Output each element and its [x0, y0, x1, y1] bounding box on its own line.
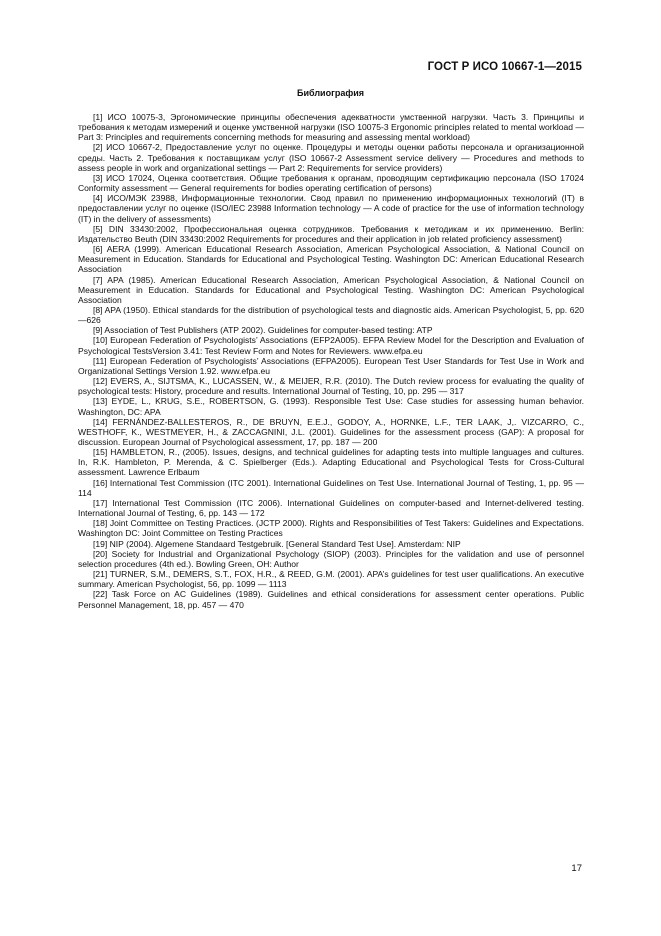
bibliography-item: [6] AERA (1999). American Educational Research Association, American Psychological Association, & National Council on Measurement in Education. Standards for Educational and Psychological Testing. Washington DC: American Educational Research Association	[78, 244, 584, 275]
bibliography-item: [7] APA (1985). American Educational Research Association, American Psychological Association, & National Council on Measurement in Education. Standards for Educational and Psychological Testing. Washington DC: American Psychological Association	[78, 274, 584, 305]
bibliography-item: [4] ИСО/МЭК 23988, Информационные технологии. Свод правил по применению информационных технологий (IT) в предоставлении услуг по оценке (ISO/IEC 23988 Information technology — A code of practice for the use of information technology (IT) in the delivery of assessments)	[78, 193, 584, 224]
page-number: 17	[571, 863, 582, 874]
bibliography-item: [3] ИСО 17024, Оценка соответствия. Общие требования к органам, проводящим сертификацию персонала (ISO 17024 Conformity assessment — General requirements for bodies operating certification of persons)	[78, 172, 584, 194]
bibliography-item: [15] HAMBLETON, R., (2005). Issues, designs, and technical guidelines for adapting tests into multiple languages and cultures. In, R.K. Hambleton, P. Merenda, & C. Spielberger (Eds.). Adapting Educational and Psychological Tests for Cross-Cultural assessment. Lawrence Erlbaum	[78, 447, 584, 478]
bibliography-item: [11] European Federation of Psychologists’ Associations (EFPA2005). European Test User Standards for Test Use in Work and Organizational Settings Version 1.92. www.efpa.eu	[78, 355, 584, 376]
bibliography-item: [14] FERNÁNDEZ-BALLESTEROS, R., DE BRUYN, E.E.J., GODOY, A., HORNKE, L.F., TER LAAK, J,. VIZCARRO, C., WESTHOFF, K., WESTMEYER, H., & ZACCAGNINI, J.L. (2001). Guidelines for the assessment process (GAP): A proposal for discussion. European Journal of Psychological assessment, 17, pp. 187 — 200	[78, 416, 584, 447]
bibliography-list	[78, 112, 584, 610]
bibliography-item: [12] EVERS, A., SIJTSMA, K., LUCASSEN, W., & MEIJER, R.R. (2010). The Dutch review process for evaluating the quality of psychological tests: History, procedure and results. International Journal of Testing, 10, pp. 295 — 317	[78, 376, 584, 397]
bibliography-item: [20] Society for Industrial and Organizational Psychology (SIOP) (2003). Principles for the validation and use of personnel selection procedures (4th ed.). Bowling Green, OH: Author	[78, 548, 584, 569]
document-code: ГОСТ Р ИСО 10667-1—2015	[427, 61, 582, 73]
bibliography-item: [9] Association of Test Publishers (ATP 2002). Guidelines for computer-based testing: ATP	[93, 325, 433, 336]
bibliography-item: [1] ИСО 10075-3, Эргономические принципы обеспечения адекватности умственной нагрузки. Часть 3. Принципы и требования к методам измерений и оценке умственной нагрузки (ISO 10075-3 Ergonomic principles related to mental workload — Part 3: Principles and requirements concerning methods for measuring and assessing mental workload)	[78, 112, 584, 143]
bibliography-item: [22] Task Force on AC Guidelines (1989). Guidelines and ethical considerations for assessment center operations. Public Personnel Management, 18, pp. 457 — 470	[78, 589, 584, 610]
bibliography-item: [17] International Test Commission (ITC 2006). International Guidelines on computer-based and Internet-delivered testing. International Journal of Testing, 6, pp. 143 — 172	[78, 497, 584, 519]
bibliography-item: [8] APA (1950). Ethical standards for the distribution of psychological tests and diagnostic aids. American Psychologist, 5, pp. 620—626	[78, 304, 584, 326]
page-title: Библиография	[297, 88, 364, 98]
bibliography-item: [21] TURNER, S.M., DEMERS, S.T., FOX, H.R., & REED, G.M. (2001). APA’s guidelines for test user qualifications. An executive summary. American Psychologist, 56, pp. 1099 — 1113	[78, 569, 584, 590]
bibliography-item: [10] European Federation of Psychologists’ Associations (EFP2A005). EFPA Review Model for the Description and Evaluation of Psychological TestsVersion 3.41: Test Review Form and Notes for Reviewers. www.efpa.eu	[78, 335, 584, 356]
bibliography-item: [19] NIP (2004). Algemene Standaard Testgebruik. [General Standard Test Use]. Amsterdam: NIP	[93, 538, 461, 549]
bibliography-item: [16] International Test Commission (ITC 2001). International Guidelines on Test Use. International Journal of Testing, 1, pp. 95 — 114	[78, 477, 584, 498]
bibliography-item: [2] ИСО 10667-2, Предоставление услуг по оценке. Процедуры и методы оценки работы персонала и организационной среды. Часть 2. Требования к поставщикам услуг (ISO 10667-2 Assessment service delivery — Procedures and methods to assess people in work and organizational settings — Part 2: Requirements for service providers)	[78, 142, 584, 173]
bibliography-item: [18] Joint Committee on Testing Practices. (JCTP 2000). Rights and Responsibilities of Test Takers: Guidelines and Expectations. Washington DC: Joint Committee on Testing Practices	[78, 518, 584, 539]
bibliography-item: [5] DIN 33430:2002, Профессиональная оценка сотрудников. Требования к методикам и их применению. Berlin: Издательство Beuth (DIN 33430:2002 Requirements for procedures and their application in job related proficiency assessment)	[78, 223, 584, 244]
bibliography-item: [13] EYDE, L., KRUG, S.E., ROBERTSON, G. (1993). Responsible Test Use: Case studies for assessing human behavior. Washington, DC: APA	[78, 396, 584, 417]
